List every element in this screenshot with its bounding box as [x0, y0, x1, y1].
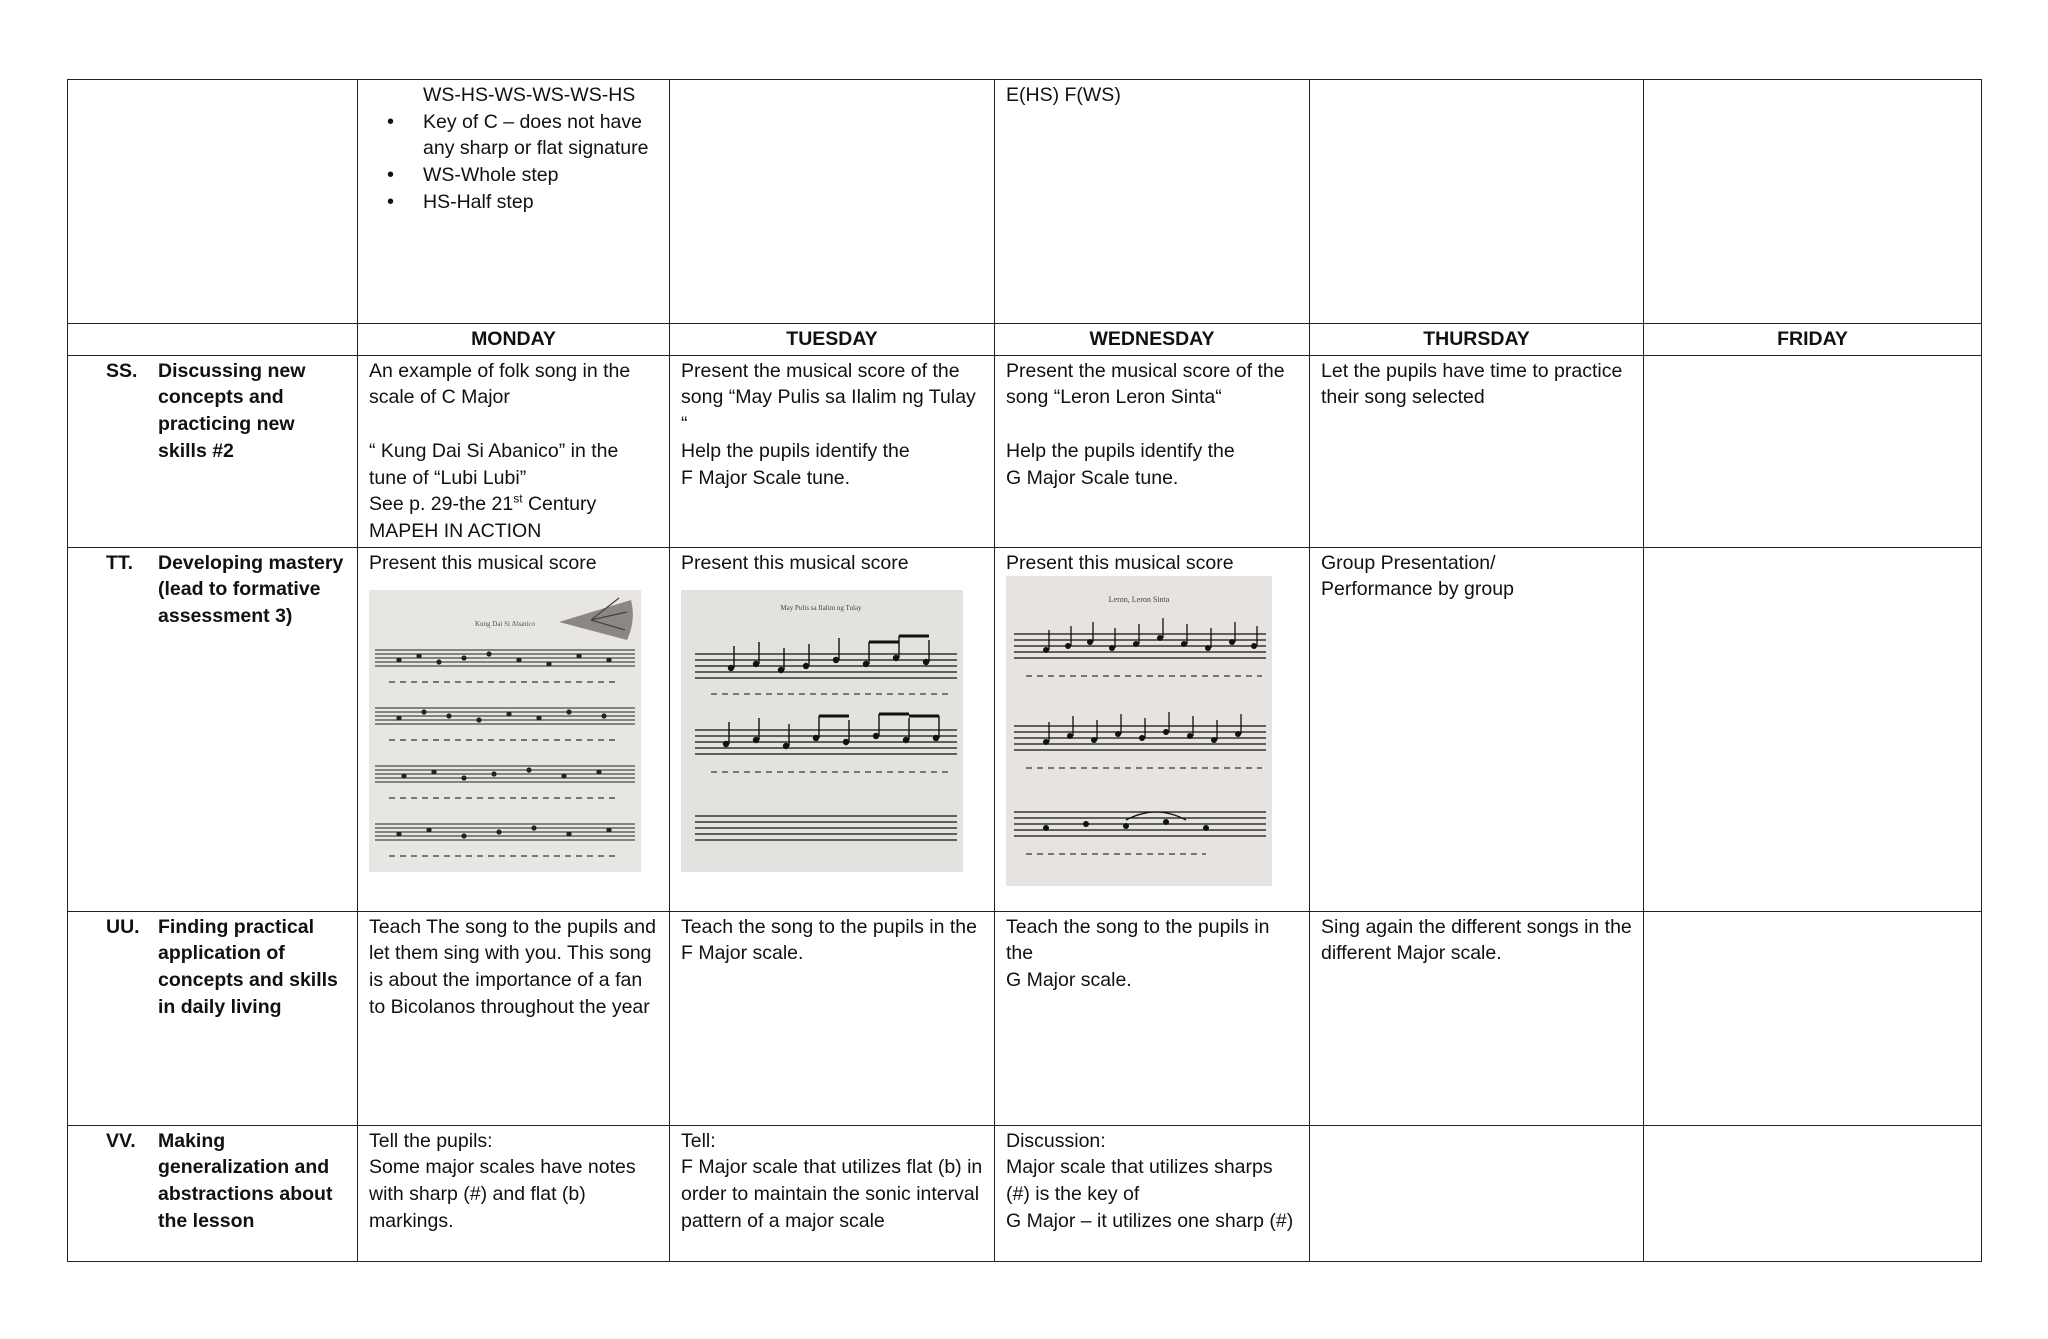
friday-cell	[1644, 1125, 1982, 1261]
header-blank	[68, 324, 358, 356]
thursday-cell	[1310, 911, 1644, 1125]
monday-cell	[358, 911, 670, 1125]
scale-steps-text: E(HS) F(WS)	[1006, 84, 1121, 106]
cell-text: Present this musical score	[1006, 551, 1234, 574]
reference-ordinal: st	[513, 491, 523, 506]
row-title: Making generalization and abstractions about the lesson	[158, 1129, 333, 1232]
cell-text: Major scale that utilizes sharps (#) is the key of	[1006, 1156, 1273, 1206]
musical-score-image-may-pulis	[681, 590, 963, 872]
cell-text: Present this musical score	[681, 551, 909, 574]
cell-text: Teach the song to the pupils in the	[1006, 915, 1270, 965]
cell-text: Teach The song to the pupils and let them sing with you. This song is about the importance of a fan to Bicolanos throughout the year	[369, 915, 656, 1018]
cell-text: Present this musical score	[369, 551, 597, 574]
cell-text: G Major Scale tune.	[1006, 466, 1179, 489]
list-item: WS-HS-WS-WS-WS-HS	[423, 84, 636, 106]
cell-text: Present the musical score of the song “May Pulis sa Ilalim ng Tulay “	[681, 359, 976, 436]
row-label	[68, 355, 358, 547]
monday-cell	[358, 355, 670, 547]
monday-cell	[358, 547, 670, 911]
cell-text: G Major – it utilizes one sharp (#)	[1006, 1209, 1294, 1232]
row-title: Developing mastery (lead to formative assessment 3)	[158, 551, 344, 628]
table-row	[68, 355, 1982, 547]
cell-text: F Major Scale tune.	[681, 466, 851, 489]
row-label	[68, 1125, 358, 1261]
cell-text: F Major scale that utilizes flat (b) in order to maintain the sonic interval pattern of a major scale	[681, 1156, 983, 1232]
list-item: • Key of C – does not have any sharp or flat signature	[369, 109, 658, 162]
table-row	[68, 547, 1982, 911]
cell-text: Sing again the different songs in the different Major scale.	[1321, 915, 1632, 965]
day-header-tuesday: TUESDAY	[670, 324, 995, 356]
monday-scale-notes	[358, 80, 670, 324]
thursday-cell	[1310, 80, 1644, 324]
row-code: UU.	[106, 915, 140, 938]
reference-text: See p. 29-the 21	[369, 493, 514, 516]
day-header-wednesday: WEDNESDAY	[995, 324, 1310, 356]
list-item: • WS-Whole step	[369, 162, 658, 189]
row-title: Finding practical application of concepts and skills in daily living	[158, 915, 338, 1018]
score-title: May Pulis sa Ilalim ng Tulay	[780, 604, 862, 613]
score-title: Leron, Leron Sinta	[1108, 595, 1170, 605]
monday-cell	[358, 1125, 670, 1261]
wednesday-cell	[995, 547, 1310, 911]
cell-text: Help the pupils identify the	[1006, 439, 1235, 462]
thursday-cell	[1310, 1125, 1644, 1261]
cell-text: Teach the song to the pupils in the	[681, 915, 977, 938]
continuation-row	[68, 80, 1982, 324]
day-header-monday: MONDAY	[358, 324, 670, 356]
musical-score-image-leron-sinta	[1006, 576, 1272, 886]
friday-cell	[1644, 547, 1982, 911]
table-row	[68, 1125, 1982, 1261]
thursday-cell	[1310, 355, 1644, 547]
book-title: MAPEH IN ACTION	[369, 519, 542, 542]
cell-text: Discussion:	[1006, 1129, 1106, 1152]
score-title: Kung Dai Si Abanico	[474, 620, 536, 629]
cell-text: Let the pupils have time to practice their song selected	[1321, 359, 1623, 409]
tuesday-cell	[670, 80, 995, 324]
row-title: Discussing new concepts and practicing new skills #2	[158, 359, 306, 462]
cell-text: Help the pupils identify the	[681, 439, 910, 462]
row-label	[68, 547, 358, 911]
tuesday-cell	[670, 911, 995, 1125]
row-code: TT.	[106, 551, 134, 574]
tuesday-cell	[670, 1125, 995, 1261]
cell-text: An example of folk song in the scale of C Major	[369, 359, 631, 409]
wednesday-cell	[995, 355, 1310, 547]
page-reference	[369, 491, 658, 518]
cell-text	[369, 411, 658, 438]
friday-cell	[1644, 911, 1982, 1125]
wednesday-cell	[995, 911, 1310, 1125]
row-code: SS.	[106, 359, 138, 382]
cell-text: F Major scale.	[681, 942, 804, 965]
row-code: VV.	[106, 1129, 136, 1152]
empty-label-cell	[68, 80, 358, 324]
cell-text: Some major scales have notes with sharp (#) and flat (b) markings.	[369, 1156, 636, 1232]
wednesday-cell	[995, 1125, 1310, 1261]
day-header-row	[68, 324, 1982, 356]
day-header-friday: FRIDAY	[1644, 324, 1982, 356]
reference-text: Century	[522, 493, 597, 516]
cell-text: Present the musical score of the song “Leron Leron Sinta“	[1006, 359, 1285, 409]
musical-score-image-kung-dai	[369, 590, 641, 872]
cell-text	[1006, 411, 1298, 438]
thursday-cell	[1310, 547, 1644, 911]
list-item: • HS-Half step	[369, 189, 658, 216]
tuesday-cell	[670, 547, 995, 911]
cell-text: Performance by group	[1321, 578, 1514, 601]
cell-text: “ Kung Dai Si Abanico” in the tune of “Lubi Lubi”	[369, 439, 619, 489]
row-label	[68, 911, 358, 1125]
cell-text: Tell:	[681, 1129, 716, 1152]
day-header-thursday: THURSDAY	[1310, 324, 1644, 356]
friday-cell	[1644, 80, 1982, 324]
lesson-plan-table	[67, 79, 1982, 1262]
cell-text: Tell the pupils:	[369, 1129, 493, 1152]
tuesday-cell	[670, 355, 995, 547]
cell-text: Group Presentation/	[1321, 551, 1496, 574]
scale-notes-list	[369, 82, 658, 216]
friday-cell	[1644, 355, 1982, 547]
cell-text: G Major scale.	[1006, 969, 1132, 992]
wednesday-scale-notes	[995, 80, 1310, 324]
table-row	[68, 911, 1982, 1125]
